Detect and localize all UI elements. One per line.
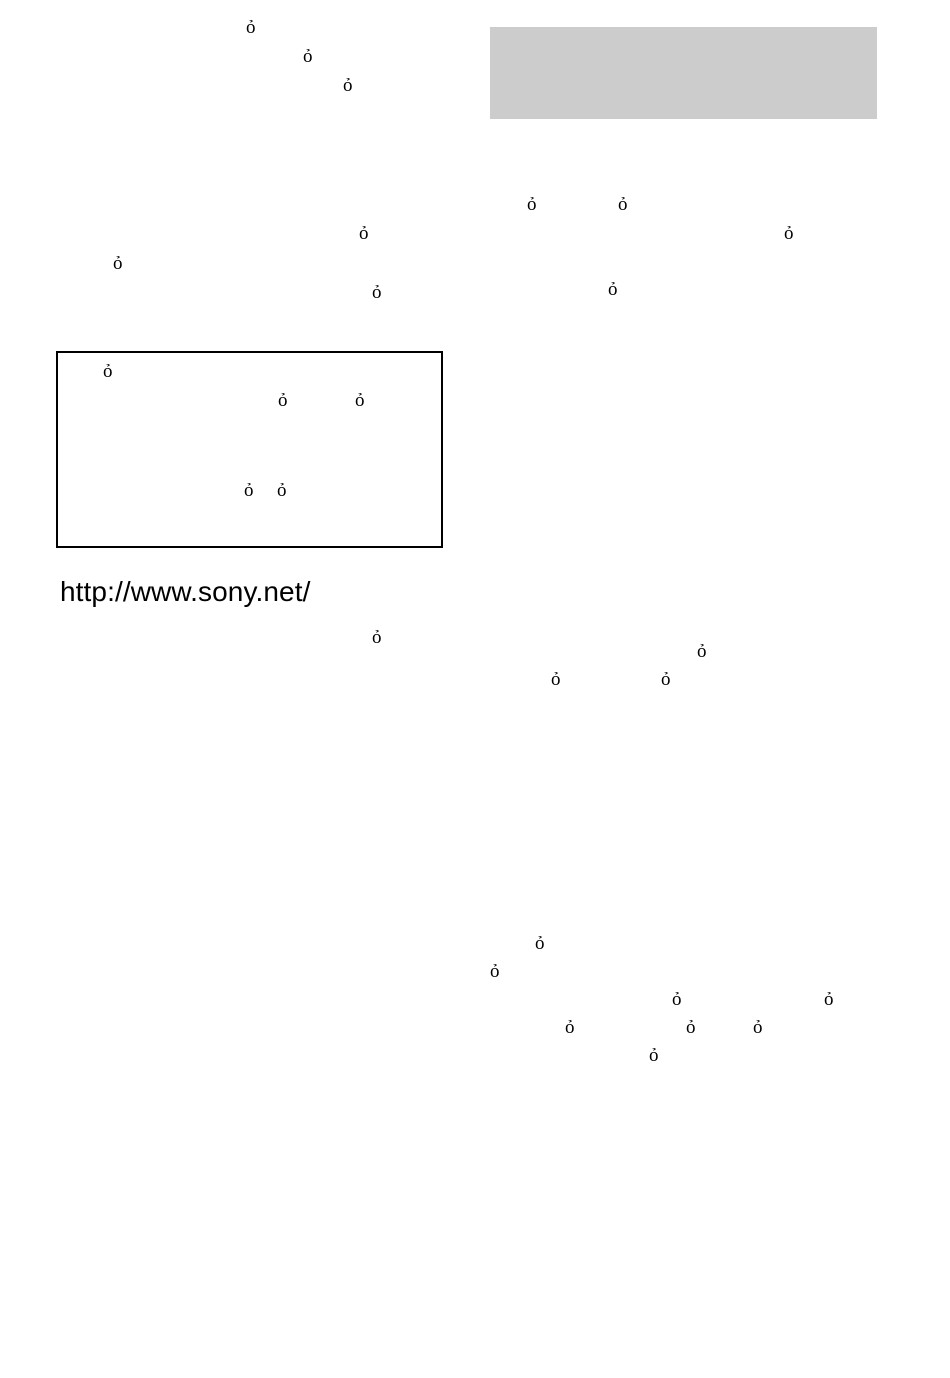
text-glyph: ỏ [649,1045,659,1066]
text-glyph: ỏ [359,223,369,244]
text-glyph: ỏ [343,75,353,96]
text-glyph: ỏ [277,480,287,501]
text-glyph: ỏ [246,17,256,38]
section-header-bar [490,27,877,119]
text-glyph: ỏ [753,1017,763,1038]
text-glyph: ỏ [565,1017,575,1038]
text-glyph: ỏ [697,641,707,662]
text-glyph: ỏ [672,989,682,1010]
text-glyph: ỏ [784,223,794,244]
text-glyph: ỏ [551,669,561,690]
text-glyph: ỏ [113,253,123,274]
text-glyph: ỏ [303,46,313,67]
text-glyph: ỏ [372,627,382,648]
text-glyph: ỏ [103,361,113,382]
text-glyph: ỏ [244,480,254,501]
text-glyph: ỏ [608,279,618,300]
text-glyph: ỏ [824,989,834,1010]
text-glyph: ỏ [686,1017,696,1038]
text-glyph: ỏ [490,961,500,982]
notice-box [56,351,443,548]
sony-website-url: http://www.sony.net/ [60,576,311,607]
text-glyph: ỏ [661,669,671,690]
text-glyph: ỏ [372,282,382,303]
text-glyph: ỏ [618,194,628,215]
text-glyph: ỏ [535,933,545,954]
text-glyph: ỏ [527,194,537,215]
text-glyph: ỏ [355,390,365,411]
text-glyph: ỏ [278,390,288,411]
